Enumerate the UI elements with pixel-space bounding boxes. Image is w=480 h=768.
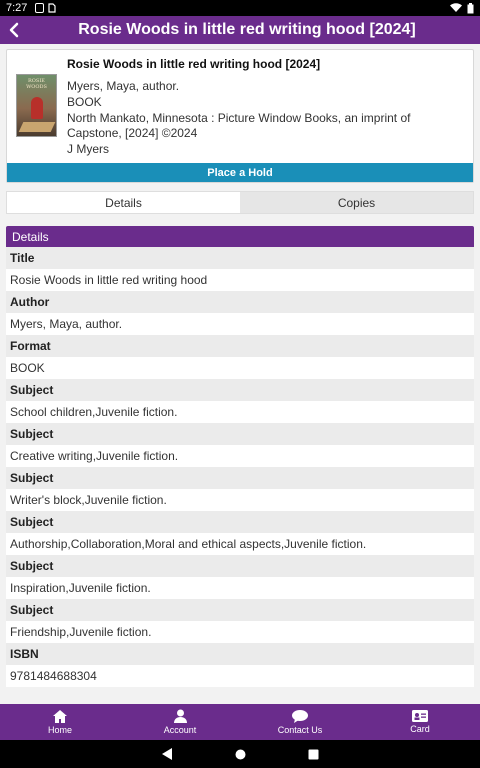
detail-label: Subject [6, 599, 474, 621]
detail-label: Author [6, 291, 474, 313]
book-publisher: North Mankato, Minnesota : Picture Window Books, an imprint of Capstone, [2024] ©2024 [67, 111, 411, 140]
recents-square-icon [308, 749, 319, 760]
nav-card-label: Card [410, 724, 430, 734]
back-arrow-icon [8, 22, 20, 38]
system-back-button[interactable] [162, 748, 173, 760]
book-format: BOOK [67, 95, 102, 109]
detail-label: Subject [6, 379, 474, 401]
detail-label: Title [6, 247, 474, 269]
account-icon [174, 709, 187, 723]
detail-value: Myers, Maya, author. [6, 313, 474, 335]
nav-home[interactable] [0, 704, 120, 740]
detail-label: ISBN [6, 643, 474, 665]
back-triangle-icon [162, 748, 173, 760]
wifi-icon [450, 3, 462, 13]
detail-label: Subject [6, 555, 474, 577]
detail-tabs [6, 191, 474, 214]
system-home-button[interactable] [235, 749, 246, 760]
detail-value: Writer's block,Juvenile fiction. [6, 489, 474, 511]
battery-icon [467, 3, 474, 14]
status-time: 7:27 [6, 2, 28, 14]
detail-label: Subject [6, 423, 474, 445]
system-recents-button[interactable] [308, 749, 319, 760]
tab-copies[interactable]: Copies [337, 195, 376, 210]
detail-label: Subject [6, 511, 474, 533]
bottom-navigation [0, 704, 480, 740]
detail-value: School children,Juvenile fiction. [6, 401, 474, 423]
nav-account[interactable] [120, 704, 240, 740]
sim-icon [48, 3, 56, 13]
main-content[interactable] [0, 44, 480, 704]
nav-card[interactable] [360, 704, 480, 740]
detail-value: Creative writing,Juvenile fiction. [6, 445, 474, 467]
detail-label: Format [6, 335, 474, 357]
details-list [6, 247, 474, 687]
nav-contact-label: Contact Us [277, 724, 323, 735]
home-circle-icon [235, 749, 246, 760]
book-title: Rosie Woods in little red writing hood [2024] [67, 57, 321, 71]
notification-icon [35, 3, 44, 13]
detail-value: 9781484688304 [6, 665, 474, 687]
chat-icon [292, 710, 308, 723]
card-icon [412, 710, 428, 722]
detail-value: Authorship,Collaboration,Moral and ethical aspects,Juvenile fiction. [6, 533, 474, 555]
detail-value: Inspiration,Juvenile fiction. [6, 577, 474, 599]
detail-value: BOOK [6, 357, 474, 379]
place-hold-button[interactable]: Place a Hold [7, 163, 473, 182]
book-call-number: J Myers [67, 142, 109, 156]
back-button[interactable] [0, 16, 28, 44]
book-cover-image[interactable] [16, 74, 57, 137]
detail-value: Rosie Woods in little red writing hood [6, 269, 474, 291]
book-author: Myers, Maya, author. [67, 79, 180, 93]
cover-title-text: ROSIE WOODS [26, 78, 47, 90]
page-title: Rosie Woods in little red writing hood [2024] [78, 21, 416, 38]
details-section-header: Details [6, 226, 474, 247]
system-navigation-bar [0, 740, 480, 768]
app-bar [0, 16, 480, 44]
nav-account-label: Account [163, 725, 197, 735]
book-summary-card [6, 49, 474, 183]
detail-value: Friendship,Juvenile fiction. [6, 621, 474, 643]
nav-contact-us[interactable] [240, 704, 360, 740]
home-icon [53, 710, 67, 723]
tab-details[interactable]: Details [7, 192, 240, 213]
book-info [67, 57, 467, 158]
status-bar [0, 0, 480, 16]
detail-label: Subject [6, 467, 474, 489]
nav-home-label: Home [47, 724, 72, 735]
